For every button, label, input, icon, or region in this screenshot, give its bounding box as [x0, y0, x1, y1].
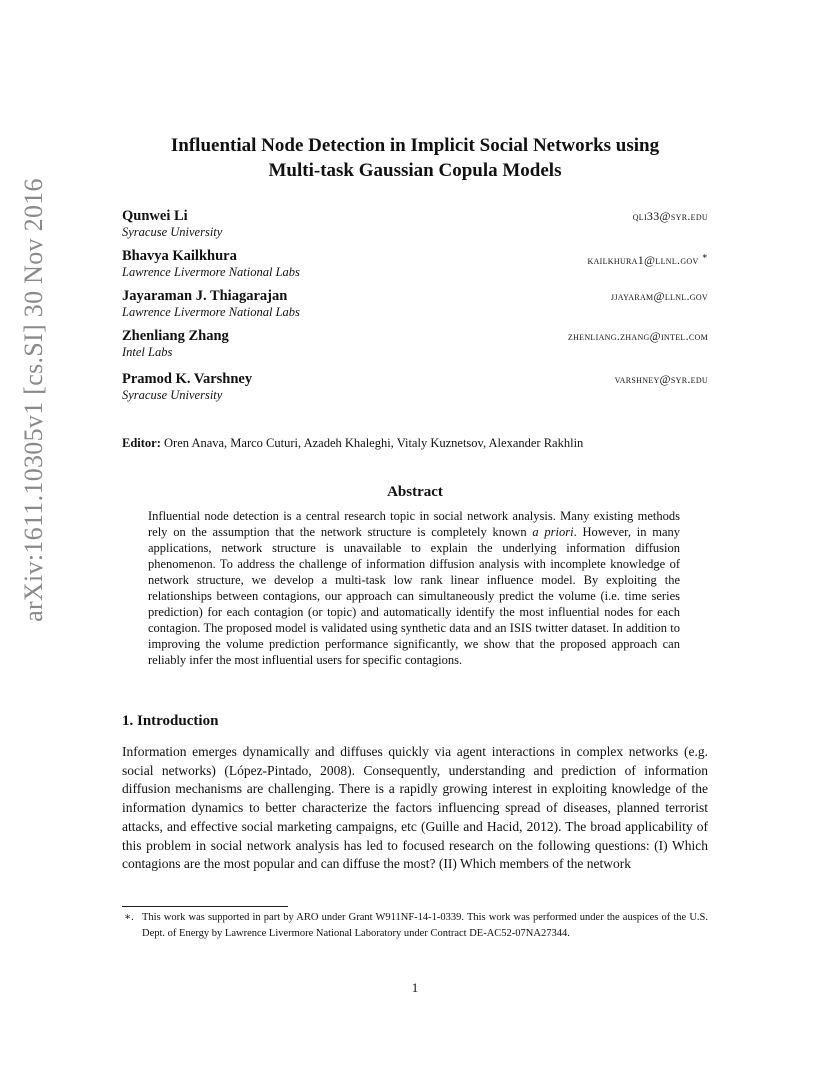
author-block — [122, 207, 708, 240]
introduction-text: Information emerges dynamically and diffuses quickly via agent interactions in complex networks (e.g. social networks) (López-Pintado, 2008). Consequently, understanding and prediction of information diffusion mechanisms are challenging. There is a rapidly growing interest in exploiting knowledge of the information dynamics to better characterize the factors influencing spread of diseases, planned terrorist attacks, and effective social marketing campaigns, etc (Guille and Hacid, 2012). The broad applicability of this problem in social network analysis has led to focused research on the following questions: (I) Which contagions are the most popular and can diffuse the most? (II) Which members of the network — [122, 744, 708, 872]
author-affiliation: Syracuse University — [122, 388, 223, 402]
arxiv-identifier: arXiv:1611.10305v1 [cs.SI] 30 Nov 2016 — [19, 178, 48, 622]
author-name: Jayaraman J. Thiagarajan — [122, 288, 288, 304]
footnote — [122, 910, 708, 941]
editor-names: Oren Anava, Marco Cuturi, Azadeh Khaleghi, Vitaly Kuznetsov, Alexander Rakhlin — [164, 436, 584, 450]
abstract-text-part1: Influential node detection is a central research topic in social network analysis. Many existing methods rely on the assumption that the network structure is completely known — [148, 509, 680, 539]
footnote-mark[interactable]: ∗ — [701, 251, 708, 261]
author-affiliation: Syracuse University — [122, 225, 223, 239]
author-email[interactable]: kailkhura1@llnl.gov — [587, 253, 699, 267]
paper-title — [122, 133, 708, 183]
author-block — [122, 327, 708, 360]
author-block — [122, 247, 708, 280]
author-email[interactable]: varshney@syr.edu — [614, 372, 708, 386]
author-email[interactable]: jjayaram@llnl.gov — [610, 289, 708, 303]
author-email[interactable]: zhenliang.zhang@intel.com — [567, 329, 708, 343]
arxiv-stamp — [14, 30, 54, 770]
footnote-symbol: ∗. — [124, 912, 134, 923]
author-name: Pramod K. Varshney — [122, 371, 253, 387]
author-name: Qunwei Li — [122, 208, 188, 224]
author-affiliation: Lawrence Livermore National Labs — [122, 265, 300, 279]
abstract-italic: a priori — [532, 525, 574, 539]
author-affiliation: Intel Labs — [122, 345, 173, 359]
author-email[interactable]: qli33@syr.edu — [632, 209, 708, 223]
title-line-2: Multi-task Gaussian Copula Models — [268, 160, 562, 181]
footnote-divider — [122, 906, 288, 907]
abstract-text-part2: . However, in many applications, network structure is unavailable to explain the underlying information diffusion phenomenon. To address the challenge of information diffusion analysis with incomplete knowledge of network structure, we develop a multi-task low rank linear influence model. By exploiting the relationships between contagions, our approach can simultaneously predict the volume (i.e. time series prediction) for each contagion (or topic) and automatically identify the most influential nodes for each contagion. The proposed model is validated using synthetic data and an ISIS twitter dataset. In addition to improving the volume prediction performance significantly, we show that the proposed approach can reliably infer the most influential users for specific contagions. — [148, 525, 680, 667]
author-email-with-mark — [588, 249, 709, 267]
title-line-1: Influential Node Detection in Implicit Social Networks using — [170, 135, 660, 156]
editor-line — [122, 435, 708, 451]
author-name: Bhavya Kailkhura — [122, 248, 237, 264]
abstract-text — [148, 508, 680, 668]
author-affiliation: Lawrence Livermore National Labs — [122, 305, 300, 319]
author-block — [122, 287, 708, 320]
footnote-text: This work was supported in part by ARO under Grant W911NF-14-1-0339. This work was performed under the auspices of the U.S. Dept. of Energy by Lawrence Livermore National Laboratory under Contract DE-AC52-07NA27344. — [142, 912, 708, 939]
abstract-heading: Abstract — [387, 484, 443, 500]
editor-label: Editor: — [122, 436, 161, 450]
author-name: Zhenliang Zhang — [122, 328, 229, 344]
section-heading: 1. Introduction — [122, 713, 219, 729]
author-block — [122, 370, 708, 403]
page-number: 1 — [411, 980, 419, 995]
